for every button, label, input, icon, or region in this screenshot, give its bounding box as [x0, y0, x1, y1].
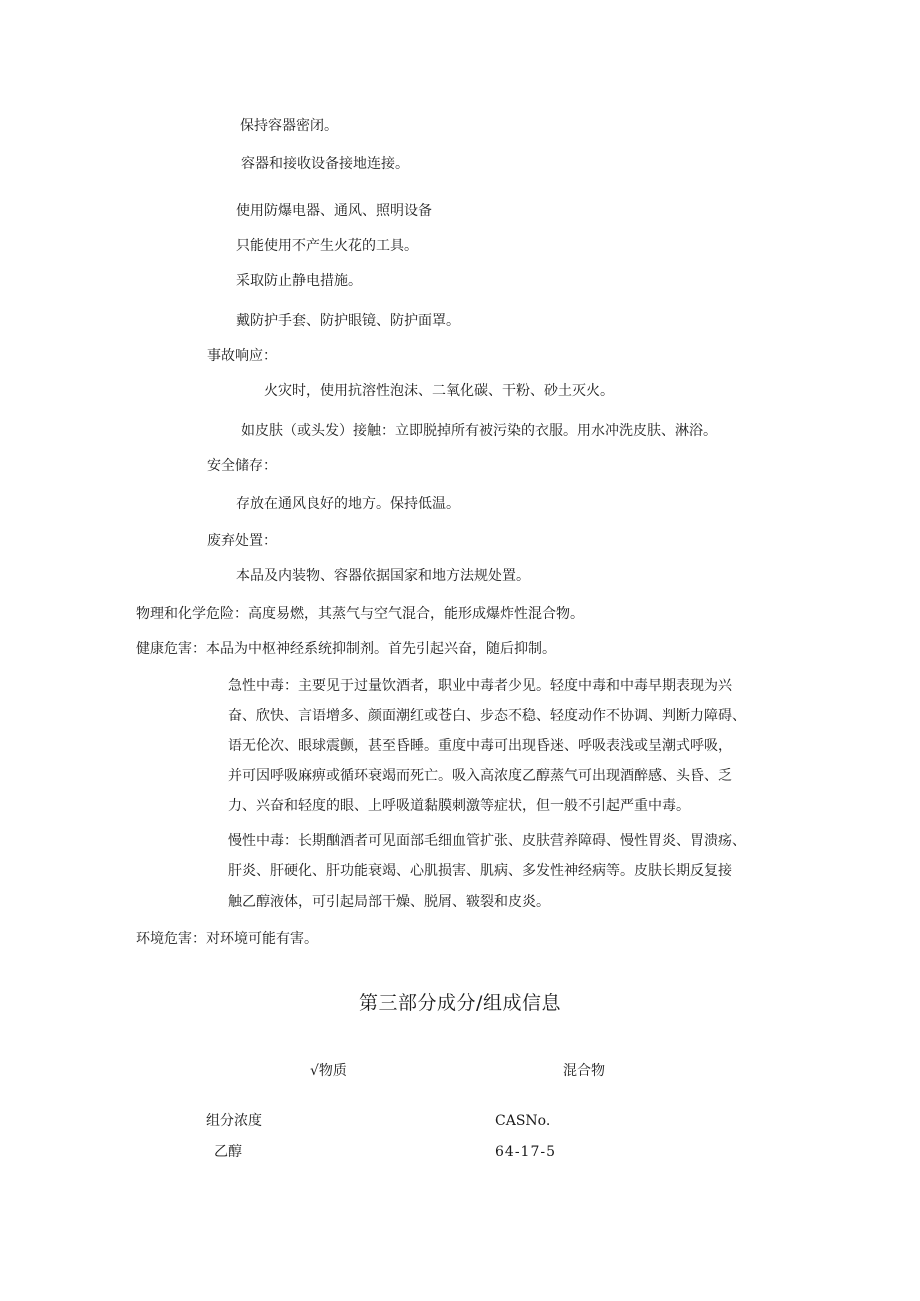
chronic-line: 触乙醇液体，可引起局部干燥、脱屑、皲裂和皮炎。	[228, 894, 550, 910]
storage-text: 存放在通风良好的地方。保持低温。	[236, 496, 460, 512]
chronic-line: 慢性中毒：长期酗酒者可见面部毛细血管扩张、皮肤营养障碍、慢性胃炎、胃溃疡、	[228, 833, 746, 849]
accident-response-heading: 事故响应：	[207, 348, 277, 364]
acute-line: 力、兴奋和轻度的眼、上呼吸道黏膜刺激等症状，但一般不引起严重中毒。	[228, 798, 690, 814]
mixture-option: 混合物	[563, 1063, 605, 1079]
physical-hazard: 物理和化学危险：高度易燃，其蒸气与空气混合，能形成爆炸性混合物。	[136, 606, 584, 622]
acute-line: 语无伦次、眼球震颤，甚至昏睡。重度中毒可出现昏迷、呼吸表浅或呈潮式呼吸，	[228, 738, 732, 754]
component-header: 组分浓度	[206, 1113, 262, 1129]
precaution-no-spark-tools: 只能使用不产生火花的工具。	[236, 238, 418, 254]
cas-number: 64-17-5	[495, 1144, 556, 1160]
acute-line: 并可因呼吸麻痹或循环衰竭而死亡。吸入高浓度乙醇蒸气可出现酒醉感、头昏、乏	[228, 768, 732, 784]
storage-heading: 安全储存：	[207, 458, 277, 474]
section-3-title: 第三部分成分/组成信息	[359, 992, 561, 1014]
health-hazard: 健康危害：本品为中枢神经系统抑制剂。首先引起兴奋，随后抑制。	[136, 641, 556, 657]
precaution-ppe: 戴防护手套、防护眼镜、防护面罩。	[236, 313, 460, 329]
environmental-hazard: 环境危害：对环境可能有害。	[136, 931, 318, 947]
precaution-grounding: 容器和接收设备接地连接。	[241, 156, 409, 172]
precaution-explosion-proof: 使用防爆电器、通风、照明设备	[236, 203, 432, 219]
disposal-text: 本品及内装物、容器依据国家和地方法规处置。	[236, 568, 530, 584]
cas-header: CASNo.	[495, 1113, 551, 1129]
precaution-static: 采取防止静电措施。	[236, 273, 362, 289]
acute-line: 急性中毒：主要见于过量饮酒者，职业中毒者少见。轻度中毒和中毒早期表现为兴	[228, 678, 732, 694]
accident-response-skin: 如皮肤（或头发）接触：立即脱掉所有被污染的衣服。用水冲洗皮肤、淋浴。	[241, 423, 717, 439]
disposal-heading: 废弃处置：	[207, 533, 277, 549]
accident-response-fire: 火灾时，使用抗溶性泡沫、二氧化碳、干粉、砂土灭火。	[264, 383, 614, 399]
acute-line: 奋、欣快、言语增多、颜面潮红或苍白、步态不稳、轻度动作不协调、判断力障碍、	[228, 708, 746, 724]
precaution-closed-container: 保持容器密闭。	[240, 118, 338, 134]
component-ethanol: 乙醇	[214, 1144, 242, 1160]
substance-option: √物质	[310, 1063, 347, 1079]
chronic-line: 肝炎、肝硬化、肝功能衰竭、心肌损害、肌病、多发性神经病等。皮肤长期反复接	[228, 863, 732, 879]
